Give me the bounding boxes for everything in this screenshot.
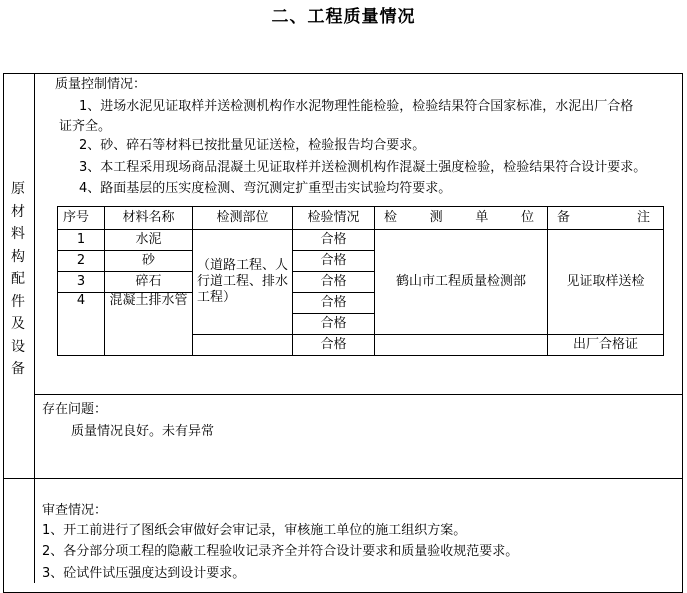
- cell-test-location: （道路工程、人行道工程、排水工程）: [193, 230, 293, 335]
- column-divider: [34, 73, 35, 583]
- review-heading: 审查情况：: [42, 503, 108, 518]
- cell-test-unit: 鹤山市工程质量检测部: [375, 230, 548, 335]
- quality-item-4: 4、路面基层的压实度检测、弯沉测定扩重型击实试验均符要求。: [79, 181, 452, 196]
- section-divider-1: [34, 394, 683, 395]
- cell-material-name: 碎石: [105, 272, 193, 293]
- header-test-location: 检测部位: [193, 207, 293, 230]
- review-item-3: 3、砼试件试压强度达到设计要求。: [42, 566, 246, 581]
- cell-status: 合格: [293, 314, 375, 335]
- quality-item-1-line2: 证齐全。: [59, 119, 112, 134]
- table-header-row: [58, 207, 664, 230]
- cell-status: 合格: [293, 251, 375, 272]
- issues-text: 质量情况良好。未有异常: [71, 424, 215, 439]
- side-category-label: 原 材 料 构 配 件 及 设 备: [11, 181, 25, 377]
- cell-status: 合格: [293, 272, 375, 293]
- cell-material-name: 水泥: [105, 230, 193, 251]
- quality-item-1-line1: 1、进场水泥见证取样并送检测机构作水泥物理性能检验，检验结果符合国家标准，水泥出厂合格: [79, 99, 634, 114]
- section-divider-2: [3, 478, 683, 479]
- materials-table: [57, 206, 664, 356]
- cell-material-name: 混凝土排水管: [105, 293, 193, 356]
- cell-seq: 2: [58, 251, 105, 272]
- cell-remark: 出厂合格证: [548, 335, 664, 356]
- cell-seq: 4: [58, 293, 105, 356]
- header-seq: 序号: [58, 207, 105, 230]
- quality-control-heading: 质量控制情况：: [55, 77, 147, 92]
- issues-heading: 存在问题：: [42, 402, 108, 417]
- page-title: 二、工程质量情况: [271, 7, 416, 27]
- cell-unit-empty: [375, 335, 548, 356]
- cell-location-empty: [193, 335, 293, 356]
- table-row: [58, 230, 664, 251]
- cell-status: 合格: [293, 335, 375, 356]
- cell-seq: 1: [58, 230, 105, 251]
- cell-seq: 3: [58, 272, 105, 293]
- cell-status: 合格: [293, 230, 375, 251]
- review-item-2: 2、各分部分项工程的隐蔽工程验收记录齐全并符合设计要求和质量验收规范要求。: [42, 544, 519, 559]
- header-test-status: 检验情况: [293, 207, 375, 230]
- cell-remark: 见证取样送检: [548, 230, 664, 335]
- header-material-name: 材料名称: [105, 207, 193, 230]
- cell-status: 合格: [293, 293, 375, 314]
- header-remark: 备 注: [548, 207, 664, 230]
- header-test-unit: 检 测 单 位: [375, 207, 548, 230]
- review-item-1: 1、开工前进行了图纸会审做好会审记录，审核施工单位的施工组织方案。: [42, 523, 467, 538]
- quality-item-3: 3、本工程采用现场商品混凝土见证取样并送检测机构作混凝土强度检验，检验结果符合设计要求。: [79, 160, 647, 175]
- cell-material-name: 砂: [105, 251, 193, 272]
- quality-item-2: 2、砂、碎石等材料已按批量见证送检，检验报告均合要求。: [79, 138, 426, 153]
